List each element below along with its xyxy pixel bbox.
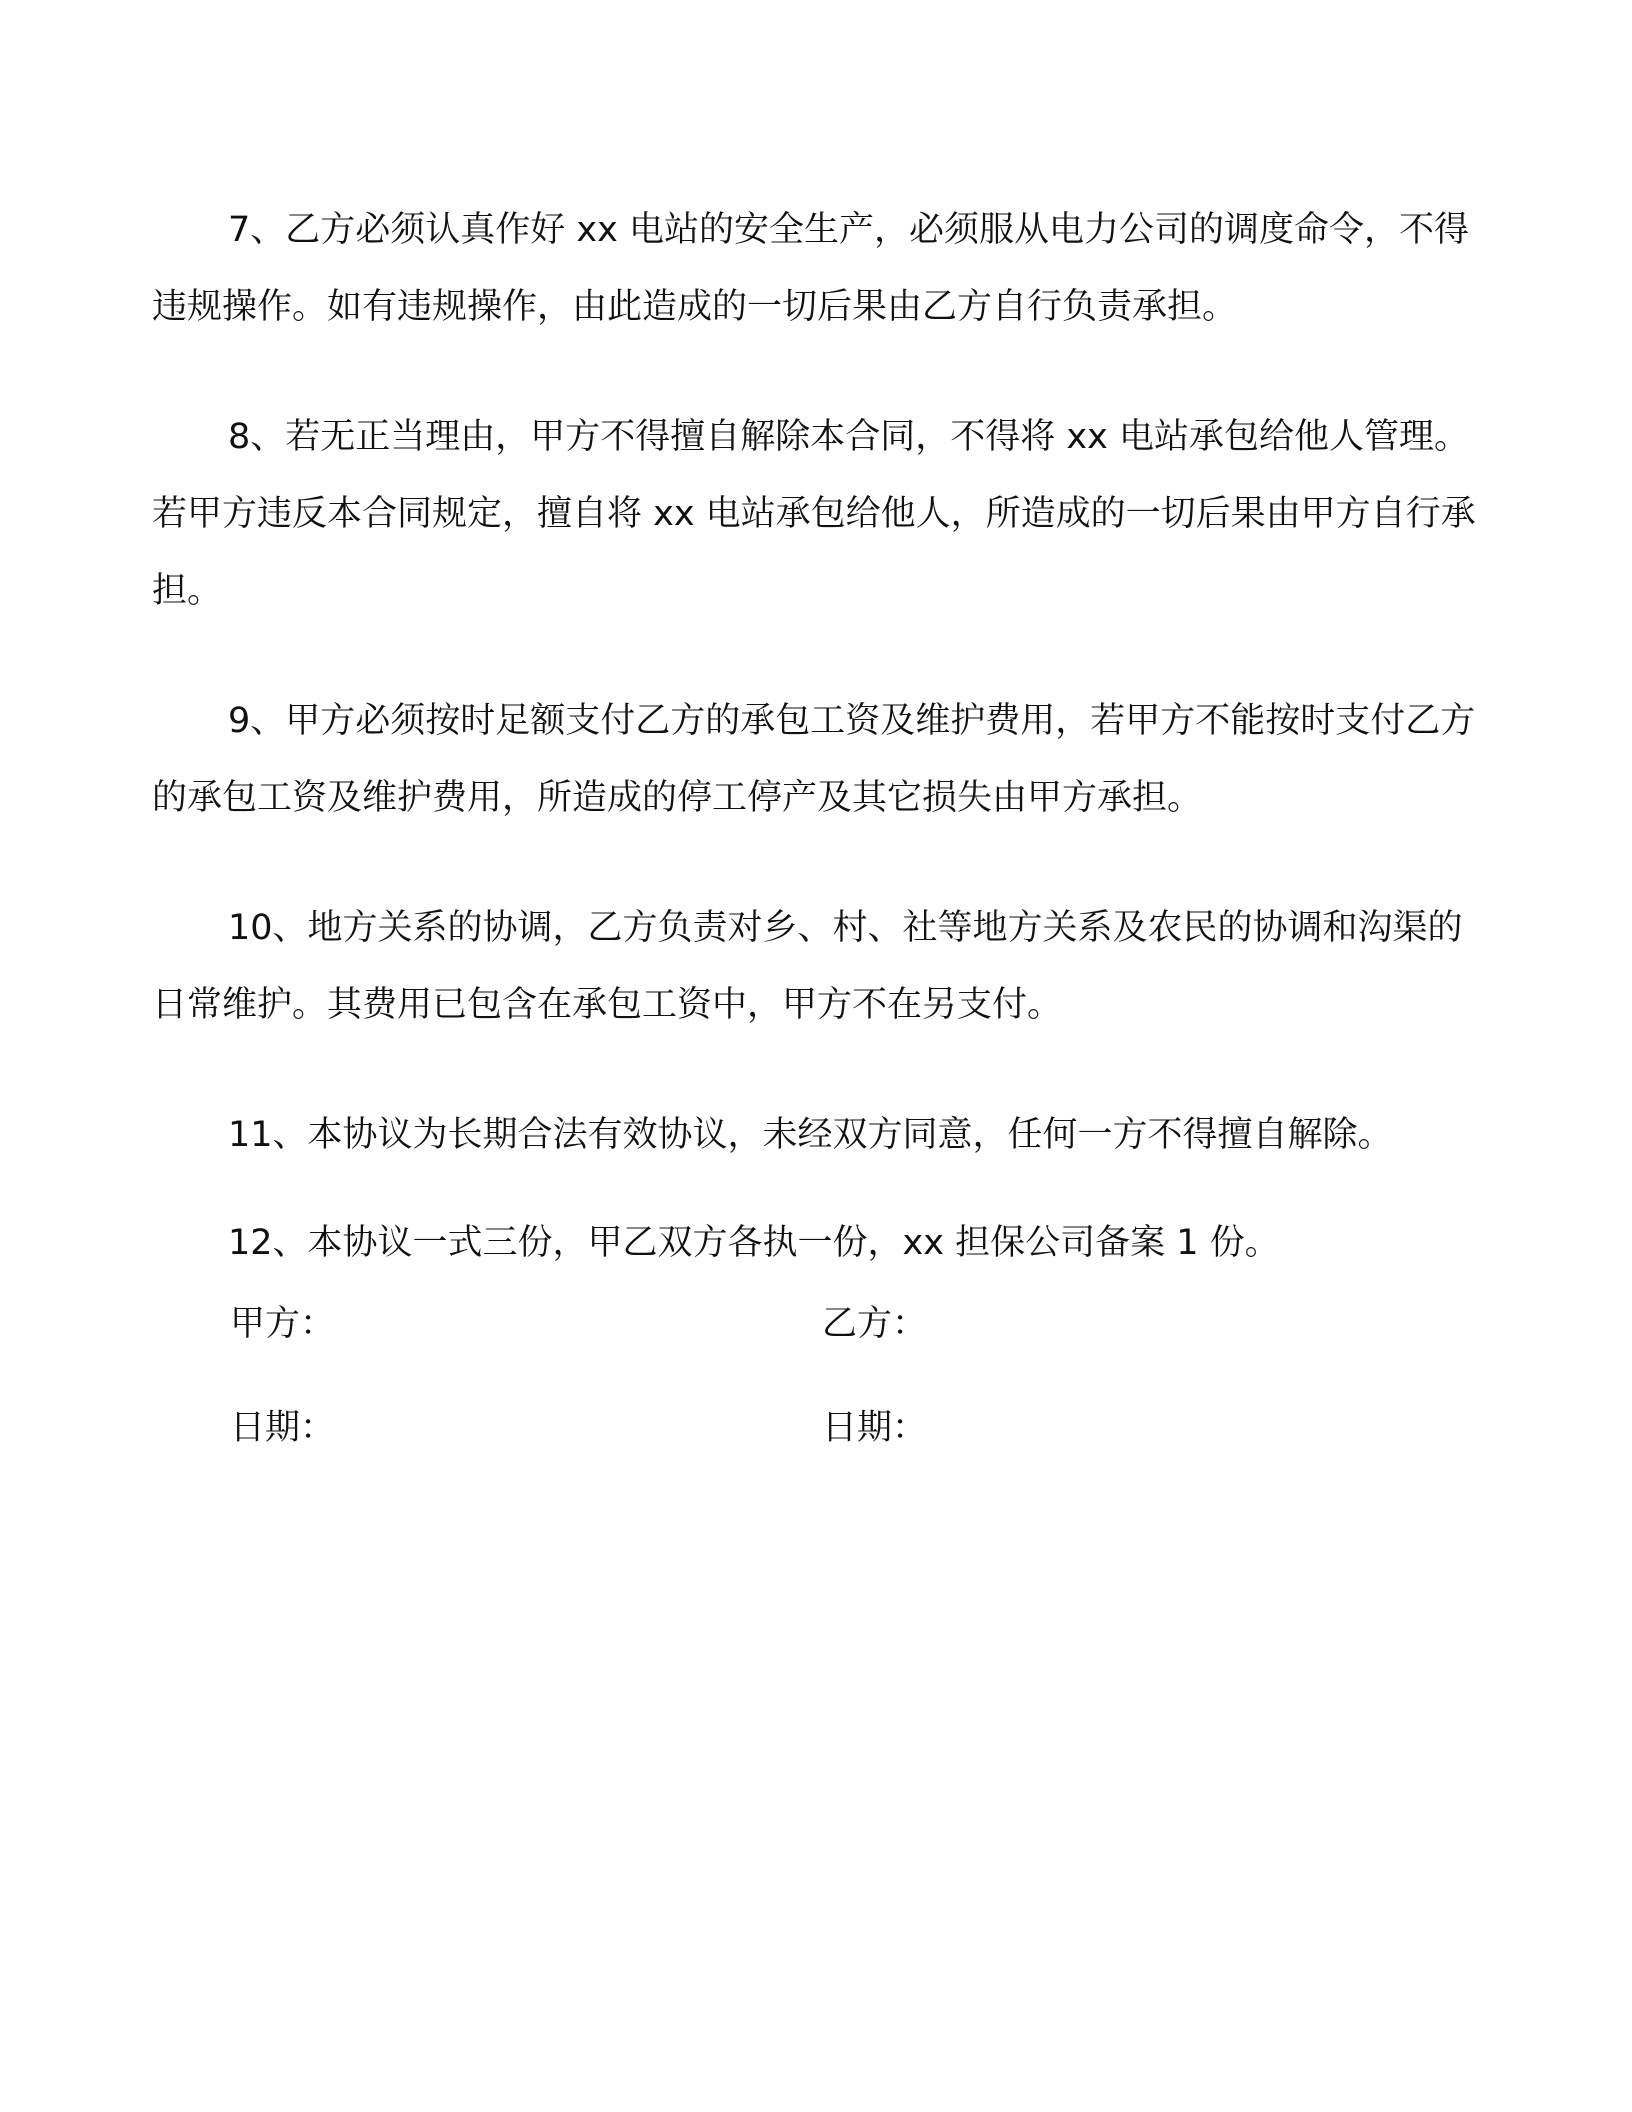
contract-clauses: [152, 192, 1482, 1313]
clause-7: 7、乙方必须认真作好 xx 电站的安全生产，必须服从电力公司的调度命令，不得违规操作。如有违规操作，由此造成的一切后果由乙方自行负责承担。: [152, 210, 1469, 327]
clause-12: 12、本协议一式三份，甲乙双方各执一份，xx 担保公司备案 1 份。: [228, 1223, 1280, 1263]
party-b-label: 乙方：: [822, 1304, 928, 1344]
clause-11: 11、本协议为长期合法有效协议，未经双方同意，任何一方不得擅自解除。: [228, 1115, 1393, 1155]
clause-10: 10、地方关系的协调，乙方负责对乡、村、社等地方关系及农民的协调和沟渠的日常维护。其费用已包含在承包工资中，甲方不在另支付。: [152, 908, 1463, 1025]
date-b-label: 日期：: [822, 1408, 928, 1448]
party-a-label: 甲方：: [230, 1304, 336, 1344]
signature-block: [230, 1296, 1380, 1504]
clause-9: 9、甲方必须按时足额支付乙方的承包工资及维护费用，若甲方不能按时支付乙方的承包工资及维护费用，所造成的停工停产及其它损失由甲方承担。: [152, 701, 1476, 818]
date-row: [230, 1400, 1380, 1504]
date-a-label: 日期：: [230, 1408, 336, 1448]
party-row: [230, 1296, 1380, 1400]
clause-8: 8、若无正当理由，甲方不得擅自解除本合同，不得将 xx 电站承包给他人管理。若甲方违反本合同规定，擅自将 xx 电站承包给他人，所造成的一切后果由甲方自行承担。: [152, 417, 1476, 611]
